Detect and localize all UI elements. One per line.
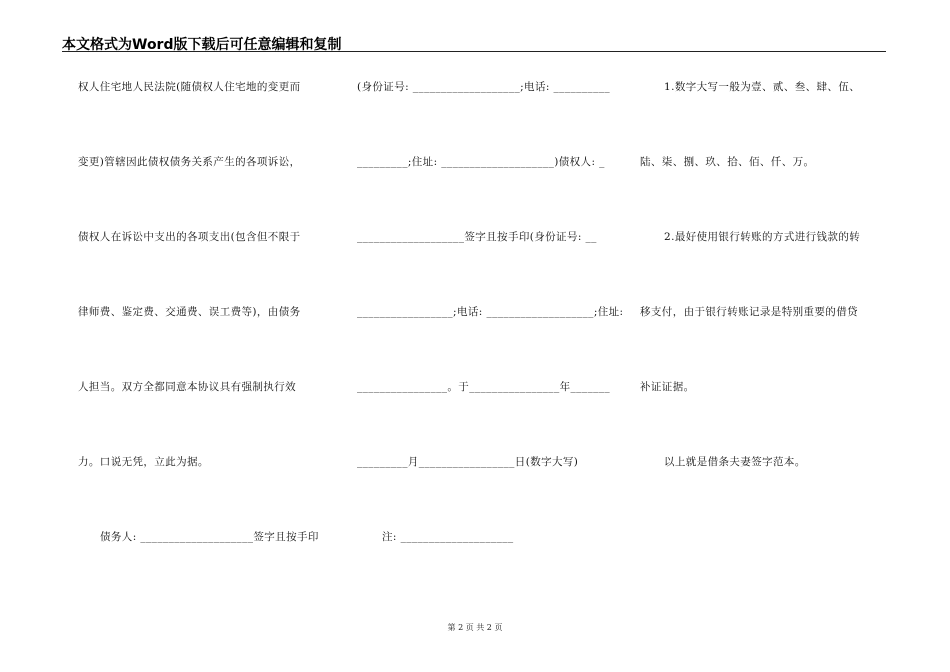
text-line: ________________。于________________年_______ <box>357 381 611 393</box>
text-line: (身份证号: ___________________;电话: __________ <box>357 81 611 93</box>
text-line: 人担当。双方全都同意本协议具有强制执行效 <box>78 381 296 393</box>
text-line: _________________;电话: ___________________;住址: <box>357 306 624 318</box>
text-line: 债权人在诉讼中支出的各项支出(包含但不限于 <box>78 231 301 243</box>
note-line: 注: ____________________ <box>382 531 514 543</box>
debtor-signature-line: 债务人: ____________________签字且按手印 <box>100 531 319 543</box>
document-header-title: 本文格式为Word版下载后可任意编辑和复制 <box>62 37 342 53</box>
text-line: 1.数字大写一般为壹、贰、叁、肆、伍、 <box>664 81 861 93</box>
text-line: 陆、柒、捌、玖、拾、佰、仟、万。 <box>640 156 815 168</box>
text-line: 律师费、鉴定费、交通费、误工费等)，由债务 <box>78 306 301 318</box>
header-divider <box>62 51 886 52</box>
text-line: 变更)管辖因此债权债务关系产生的各项诉讼， <box>78 156 301 168</box>
text-line: 力。口说无凭，立此为据。 <box>78 456 209 468</box>
text-line: 补证证据。 <box>640 381 695 393</box>
text-line: 移支付，由于银行转账记录是特别重要的借贷 <box>640 306 858 318</box>
text-line: _________;住址: ____________________)债权人: _ <box>357 156 605 168</box>
text-line: 以上就是借条夫妻签字范本。 <box>664 456 806 468</box>
text-line: _________月_________________日(数字大写) <box>357 456 579 468</box>
page-number: 第 2 页 共 2 页 <box>447 623 503 632</box>
text-line: ___________________签字且按手印(身份证号: __ <box>357 231 597 243</box>
text-line: 权人住宅地人民法院(随债权人住宅地的变更而 <box>78 81 301 93</box>
text-line: 2.最好使用银行转账的方式进行钱款的转 <box>664 231 861 243</box>
